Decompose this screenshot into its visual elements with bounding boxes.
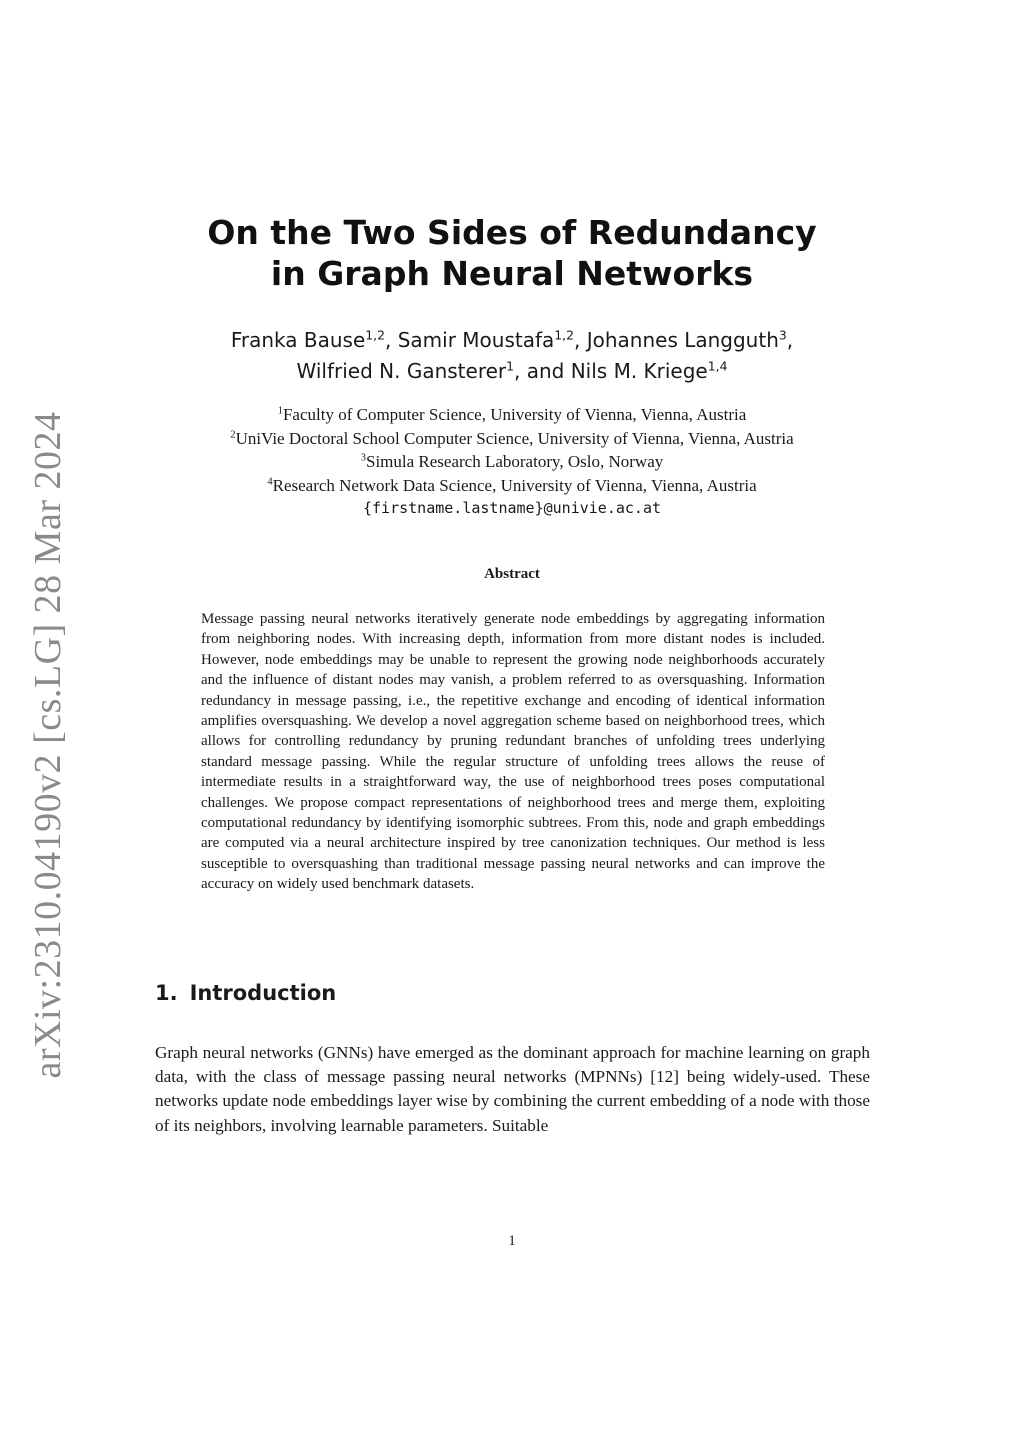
author-name: Samir Moustafa — [397, 328, 555, 352]
affiliation: $^3$Simula Research Laboratory, Oslo, Norway — [360, 452, 664, 471]
author-name: Franka Bause — [230, 328, 366, 352]
section-number: 1. — [155, 981, 178, 1005]
author-name: Johannes Langguth — [586, 328, 779, 352]
author-affiliation-mark: 1 — [506, 358, 515, 374]
author-line-2: Wilfried N. Gansterer$^1$, and Nils M. Kriege$^{1,4}$ — [296, 358, 728, 383]
author-affiliation-mark: 1,2 — [554, 327, 574, 343]
introduction-paragraph: Graph neural networks (GNNs) have emerged as the dominant approach for machine learning on graph data, with the class of message passing neural networks (MPNNs) [12] being widely-used. These networks update node embeddings layer wise by combining the current embedding of a node with those of its neighbors, involving learnable parameters. Suitable — [155, 1043, 870, 1135]
author-affiliation-mark: 1,2 — [365, 327, 385, 343]
title-line-1: On the Two Sides of Redundancy — [207, 213, 817, 252]
affiliation: $^4$Research Network Data Science, University of Vienna, Vienna, Austria — [267, 475, 757, 495]
contact-email[interactable]: {firstname.lastname}@univie.ac.at — [362, 499, 661, 517]
affiliation-list — [0, 403, 1024, 521]
author-affiliation-mark: 3 — [778, 327, 787, 343]
arxiv-identifier[interactable]: arXiv:2310.04190v2 [cs.LG] 28 Mar 2024 — [27, 411, 69, 1079]
abstract-heading: Abstract — [484, 566, 540, 582]
author-name: Wilfried N. Gansterer — [296, 359, 507, 383]
abstract-text: Message passing neural networks iteratively generate node embeddings by aggregating information from neighboring nodes. With increasing depth, information from more distant nodes is included. However, node embeddings may be unable to represent the growing node neighborhoods accurately and the influence of distant nodes may vanish, a problem referred to as oversquashing. Information redundancy in message passing, i.e., the repetitive exchange and encoding of identical information amplifies oversquashing. We develop a novel aggregation scheme based on neighborhood trees, which allows for controlling redundancy by pruning redundant branches of unfolding trees underlying standard message passing. While the regular structure of unfolding trees allows the reuse of intermediate results in a straightforward way, the use of neighborhood trees poses computational challenges. We propose compact representations of neighborhood trees and merge them, exploiting computational redundancy by identifying isomorphic subtrees. From this, node and graph embeddings are computed via a neural architecture inspired by tree canonization techniques. Our method is less susceptible to oversquashing than traditional message passing neural networks and can improve the accuracy on widely used benchmark datasets. — [201, 611, 825, 893]
paper-title — [0, 212, 1024, 294]
page-number: 1 — [508, 1233, 516, 1249]
author-affiliation-mark: 1,4 — [707, 358, 728, 374]
title-line-2: in Graph Neural Networks — [270, 254, 754, 293]
affiliation: $^1$Faculty of Computer Science, University of Vienna, Vienna, Austria — [277, 405, 747, 424]
author-name: Nils M. Kriege — [570, 359, 708, 383]
section-heading-introduction — [155, 981, 336, 1005]
author-list — [0, 325, 1024, 387]
author-line-1: Franka Bause$^{1,2}$, Samir Moustafa$^{1,2}$, Johannes Langguth$^3$, — [230, 327, 794, 352]
section-title: Introduction — [189, 981, 337, 1005]
affiliation: $^2$UniVie Doctoral School Computer Science, University of Vienna, Vienna, Austria — [230, 428, 794, 448]
